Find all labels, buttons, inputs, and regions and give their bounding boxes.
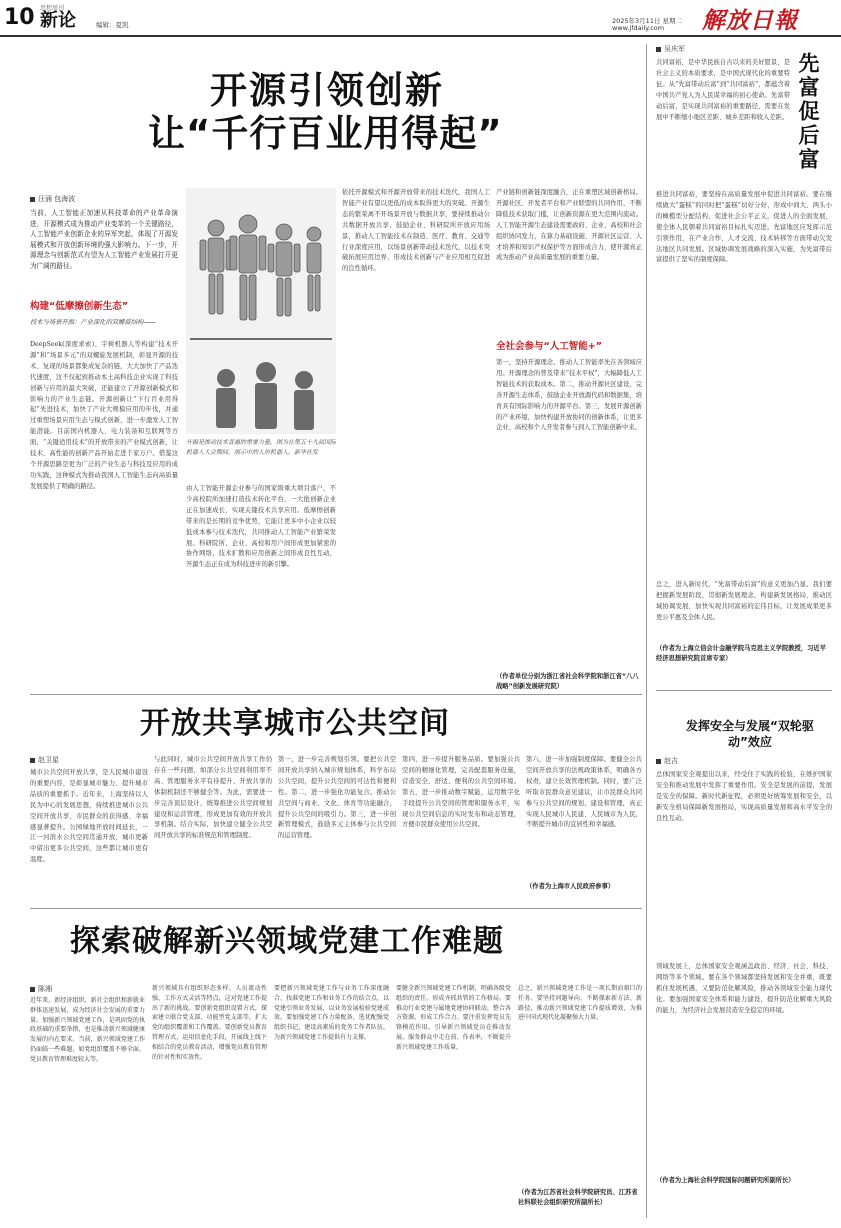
section-rule-1: [30, 694, 642, 695]
article3-title: 开放共享城市公共空间: [140, 706, 450, 741]
article2-author-note: （作者为上海立信会计金融学院马克思主义学院教授，习近平经济思想研究院首席专家）: [656, 645, 827, 662]
article3-column-5: 第六，进一步加强制度保障。要健全公共空间开放共享的法规政策体系，明确各方权责，建立长效管理机制。同时，要广泛听取市民群众意见建议，让市民群众共同参与公共空间的规划、建设和管理，真正实现人民城市人民建、人民城市为人民，不断提升城市的宜居性和幸福感。: [526, 756, 642, 829]
article4-column-2: 领域发展上，总体国家安全观涵盖政治、经济、社会、科技、网络等多个领域。要在各个领域都坚持发展和安全并重，既要抓住发展机遇，又要防范化解风险，推动各领域安全能力现代化。要加强国家安全体系和能力建设，提升防范化解重大风险的能力，为经济社会发展营造安全稳定的环境。: [656, 963, 832, 1014]
section-rule-2: [30, 908, 642, 909]
article1-column-3: 依托开源模式和开源开放带来的技术迭代，我国人工智能产业有望以更低的成本取得更大的突破。开源生态的繁荣离不开场景开放与数据共享，要持续推动公共数据开放共享，鼓励企业、科研院所开放应用场景，推动人工智能技术在制造、医疗、教育、交通等行业深度应用，以场景创新带动技术迭代，以技术突破拓展应用边界，形成技术创新与产业应用相互促进的良性循环。: [342, 189, 490, 273]
article4-byline: [656, 756, 678, 766]
article5-column-1: 近年来，新经济组织、新社会组织和新就业群体迅速发展，成为经济社会发展的重要力量。加强新兴领域党建工作，是巩固党的执政基础的重要举措，也是推动新兴领域健康发展的内在要求。当前，新兴领域党建工作仍面临一些难题，如党组织覆盖不够全面、党员教育管理难度较大等。: [30, 997, 145, 1063]
page-number: 10: [4, 5, 35, 30]
article3-byline: [30, 755, 59, 765]
paper-small-title: 思想周刊: [40, 5, 65, 12]
article1-column-1: DeepSeek(深度求索)、宇树机器人等构建“技术开源”和“场景多元”的双螺旋发展机制，彰显开源的技术、复现的场景都集成复杂的链，大大加快了产品迭代速度，这不仅起到推动本土高科技企业实现了科技创新与应用的最大突破，还能建立了开源创新模式和影响力的产业生态链。开源创新让“下行百业用得起”先进技术，加快了产业大规模应用的步伐，并通过重塑场景应用生态与模式创新，进一步激发人工智能潜能。目前国内机器人、电力装备和互联网等方面，“关键适用技术”的开放带来的产业模式创新，让技术、高性能的创新产品开始走进千家万户。借鉴这个开源思路是更为广泛的产业生态与科技及应用的成功实践，这种模式为推动我国人工智能生态向高质量发展提供了明确的路径。: [30, 341, 178, 490]
article2-byline: [656, 44, 685, 54]
section-title: 新论: [40, 10, 76, 31]
article1-intro: 当前，人工智能正加速从科技革命的产业革命演进，开源模式成为推动产业变革的一个关键路径，人工智能产业创新企业的异军突起，体现了开源发展模式和开放创新环境的强大影响力。下一步，开源理念与创新范式有望为人工智能产业发展打开更为广阔的路径。: [30, 209, 178, 270]
editor-credit: 编辑：夏凯: [96, 21, 129, 29]
article5-column-2: 新兴领域具有组织形态多样、人员流动性强、工作方式灵活等特点，这对党建工作提出了新的挑战。要创新党组织设置方式，探索建立联合党支部、功能型党支部等，扩大党的组织覆盖和工作覆盖。要创新党员教育管理方式，运用信息化手段，开展线上线下相结合的党员教育活动，增强党员教育管理的针对性和实效性。: [152, 985, 267, 1061]
byline-text: 赵吉: [664, 757, 678, 765]
issue-date: 2025年3月11日 星期二: [612, 17, 683, 25]
article3-column-3: 第一，进一步完善规划引领。要把公共空间开放共享纳入城市规划体系，科学布局公共空间，提升公共空间的可达性和便利性。第二，进一步强化功能复合。推动公共空间与商业、文化、体育等功能融合，提升公共空间的吸引力。第三，进一步创新管理模式，鼓励多元主体参与公共空间的运营管理。: [278, 756, 396, 840]
article1-author-note: （作者单位分别为浙江省社会科学院和浙江省“八八战略”创新发展研究院）: [496, 673, 639, 690]
article1-column-5: 第一，坚持开源理念，推动人工智能率先在各领域应用。开源理念的普及带来“技术平权”，大幅降低人工智能技术的获取成本。第二，推动开源社区建设，完善开源生态体系，鼓励企业开放源代码和数据集，培育具有国际影响力的开源平台。第三，发展开源创新的产业环境，加快构建开放协同的创新体系，让更多企业、高校和个人开发者参与到人工智能创新中来。: [496, 359, 642, 432]
article1-subhead-2: 全社会参与“人工智能+”: [496, 341, 602, 352]
article5-byline: [30, 984, 52, 994]
article2-title: 先富促后富: [796, 52, 820, 172]
article4-column-1: 总体国家安全观提出以来，经受住了实践的检验，在维护国家安全和推动发展中发挥了重要作用。安全是发展的前提，发展是安全的保障。新时代新征程，必须更好统筹发展和安全，以新安全格局保障新发展格局，实现高质量发展和高水平安全的良性互动。: [656, 771, 832, 822]
byline-text: 陈湘: [38, 985, 52, 993]
article1-subhead-kicker: 技术与场景开源：产业深化的双螺旋结构——: [30, 319, 156, 326]
article3-column-1: 城市公共空间开放共享，是人民城市建设的重要内容，是彰显城市魅力、提升城市品质的重要抓手。近年来，上海坚持以人民为中心的发展思想，持续推进城市公共空间开放共享，市民群众的获得感、幸福感显著提升。公园绿地开放时间延长，一江一河滨水公共空间贯通开放，城市更新中留出更多公共空间，这些都让城市更有温度。: [30, 769, 148, 864]
article5-column-4: 要健全新兴领域党建工作机制，明确各级党组织的责任，形成齐抓共管的工作格局。要推动行业党建与属地党建协同联动，整合各方资源，形成工作合力。要注重发挥党员先锋模范作用，引导新兴领域党员在推动发展、服务群众中走在前、作表率，不断提升新兴领域党建工作质量。: [396, 985, 511, 1051]
article1-photo-caption: 开源是推动技术普惠的重要力量。图为在第五十九届国际机器人大会期间，展示中的人形机器人。新华社发: [186, 439, 336, 456]
article3-author-note: （作者为上海市人民政府参事）: [526, 883, 615, 890]
article3-column-2: 与此同时，城市公共空间开放共享工作仍存在一些问题，如部分公共空间利用率不高、管理服务水平有待提升、开放共享的体制机制还不够健全等。为此，需要进一步完善顶层设计，统筹推进公共空间规划建设和运营管理，形成更加有效的开放共享机制。结合实际，加快建立健全公共空间开放共享的标准规范和管理制度。: [154, 756, 272, 840]
article1-column-2: 由人工智能开源企业参与的国家级重大项目落户，不少高校院所加速打造技术转化平台，一大批创新企业正在加速成长，实现关键技术共享应用。低摩擦创新带来的是长期的竞争优势，它能让更多中小企业以较低成本参与技术迭代，共同推动人工智能产业繁荣发展。科研院所、企业、高校和用户间形成更加紧密的协作网络，技术扩散和应用创新之间形成良性互动，开源生态正在成为科技进步的新引擎。: [186, 485, 336, 569]
byline-marker: [656, 759, 661, 764]
article4-author-note: （作者为上海社会科学院国际问题研究所副所长）: [656, 1177, 795, 1184]
article1-subhead-1: 构建“低摩擦创新生态”: [30, 301, 128, 312]
site-url[interactable]: www.jfdaily.com: [612, 24, 665, 32]
byline-text: 吴庆军: [664, 45, 685, 53]
article1-title-line2: 让“千行百业用得起”: [148, 112, 503, 155]
article5-column-3: 要把新兴领域党建工作与业务工作深度融合，找准党建工作和业务工作的结合点，以党建引领业务发展，以业务发展检验党建成效。要加强党建工作力量配备，选优配强党组织书记，建设高素质的党务工作者队伍，为新兴领域党建工作提供有力支撑。: [274, 985, 389, 1041]
section-rule-right: [656, 690, 832, 691]
article1-title-line1: 开源引领创新: [210, 69, 444, 112]
article3-column-4: 第四，进一步提升服务品质。要加强公共空间的精细化管理，完善配套服务设施，营造安全、舒适、便利的公共空间环境。第五，进一步推动数字赋能，运用数字化手段提升公共空间的管理和服务水平，实现公共空间信息的实时发布和动态管理，方便市民群众使用公共空间。: [402, 756, 520, 829]
masthead-rule: [0, 35, 841, 37]
article4-title: 发挥安全与发展“双轮驱动”效应: [686, 719, 814, 749]
byline-marker: [656, 47, 661, 52]
byline-text: 汪涌 包海波: [38, 195, 76, 203]
article2-column-3: 总之，进入新时代，“先富带动后富”的意义更加凸显。我们要把握新发展阶段，贯彻新发展理念，构建新发展格局，推动区域协调发展，加快实现共同富裕的宏伟目标，让发展成果更多更公平惠及全体人民。: [656, 581, 832, 621]
masthead: [0, 0, 841, 37]
article5-column-5: 总之，新兴领域党建工作是一项长期而艰巨的任务。要坚持问题导向，不断探索新方法、新路径，推动新兴领域党建工作提质增效，为推进中国式现代化凝聚强大力量。: [518, 985, 642, 1022]
article1-byline: [30, 194, 75, 204]
article2-column-1: 共同富裕，是中华民族自古以来的美好愿景，是社会主义的本质要求，是中国式现代化的重要特征。从“先富带动后富”到“共同富裕”，都蕴含着中国共产党人为人民谋幸福的初心使命。先富带动后富，是实现共同富裕的重要路径，需要在发展中不断缩小地区差距、城乡差距和收入差距。: [656, 59, 790, 121]
article1-column-4: 产业链和创新链深度融合，正在重塑区域创新格局。开源社区、开发者平台和产业联盟的共同作用，不断降低技术获取门槛，让创新资源在更大范围内流动。人工智能开源生态建设需要政府、企业、高校和社会组织协同发力，在算力基础设施、开源社区运营、人才培养和知识产权保护等方面形成合力，使开源真正成为推动产业高质量发展的重要力量。: [496, 189, 642, 262]
article1-photo: [186, 188, 336, 434]
byline-text: 赵卫星: [38, 756, 59, 764]
column-divider-right: [646, 44, 647, 1218]
humanoid-robots-image: [186, 188, 336, 434]
byline-marker: [30, 758, 35, 763]
newspaper-logo: 解放日報: [702, 7, 798, 34]
byline-marker: [30, 197, 35, 202]
article2-column-2: 推进共同富裕，要坚持在高质量发展中促进共同富裕。要在继续做大“蛋糕”的同时把“蛋糕”切好分好，形成中间大、两头小的橄榄型分配结构，促进社会公平正义，促进人的全面发展，使全体人民朝着共同富裕目标扎实迈进。先富地区应发挥示范引领作用，在产业合作、人才交流、技术转移等方面带动欠发达地区共同发展。区域协调发展战略的深入实施，为先富带后富提供了坚实的制度保障。: [656, 191, 832, 264]
article5-title: 探索破解新兴领域党建工作难题: [70, 924, 504, 959]
article5-author-note: （作者为江苏省社会科学院研究员、江苏省社科联社会组织研究所副所长）: [518, 1189, 638, 1206]
byline-marker: [30, 987, 35, 992]
